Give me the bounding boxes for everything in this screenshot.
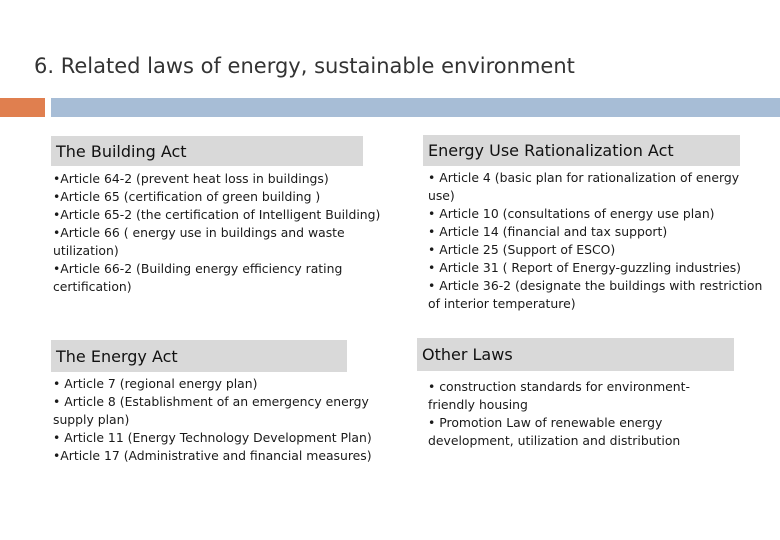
list-item: • Article 36-2 (designate the buildings with restriction of interior temperature) bbox=[428, 278, 763, 311]
energy-use-act-heading-text: Energy Use Rationalization Act bbox=[428, 141, 674, 160]
list-item: • Article 10 (consultations of energy use plan) bbox=[428, 206, 715, 221]
list-item: •Article 65-2 (the certification of Intelligent Building) bbox=[53, 207, 381, 222]
slide-title: 6. Related laws of energy, sustainable environment bbox=[34, 54, 575, 78]
accent-bar bbox=[0, 98, 45, 117]
other-laws-heading bbox=[417, 338, 734, 371]
energy-use-act-heading bbox=[423, 135, 740, 166]
list-item: • Article 4 (basic plan for rationalization of energy use) bbox=[428, 170, 740, 203]
energy-act-heading bbox=[51, 340, 347, 372]
list-item: • Promotion Law of renewable energy development, utilization and distribution bbox=[428, 415, 681, 448]
list-item: • Article 14 (financial and tax support) bbox=[428, 224, 668, 239]
energy-act-heading-text: The Energy Act bbox=[56, 346, 178, 366]
list-item: •Article 64-2 (prevent heat loss in buildings) bbox=[53, 171, 329, 186]
list-item: •Article 17 (Administrative and financial measures) bbox=[53, 448, 372, 463]
list-item: • Article 11 (Energy Technology Development Plan) bbox=[53, 430, 372, 445]
other-laws-list bbox=[428, 378, 728, 450]
title-rule-bar bbox=[51, 98, 780, 117]
list-item: •Article 66-2 (Building energy efficiency rating certification) bbox=[53, 261, 343, 294]
energy-use-act-list bbox=[428, 169, 768, 313]
energy-act-list bbox=[53, 375, 393, 465]
list-item: •Article 65 (certification of green building ) bbox=[53, 189, 321, 204]
list-item: • Article 7 (regional energy plan) bbox=[53, 376, 258, 391]
building-act-list bbox=[53, 170, 408, 296]
list-item: • Article 25 (Support of ESCO) bbox=[428, 242, 616, 257]
building-act-heading-text: The Building Act bbox=[56, 141, 187, 161]
list-item: • construction standards for environment-friendly housing bbox=[428, 379, 690, 412]
list-item: •Article 66 ( energy use in buildings and waste utilization) bbox=[53, 225, 345, 258]
other-laws-heading-text: Other Laws bbox=[422, 345, 513, 364]
list-item: • Article 31 ( Report of Energy-guzzling industries) bbox=[428, 260, 741, 275]
list-item: • Article 8 (Establishment of an emergency energy supply plan) bbox=[53, 394, 369, 427]
building-act-heading bbox=[51, 136, 363, 166]
